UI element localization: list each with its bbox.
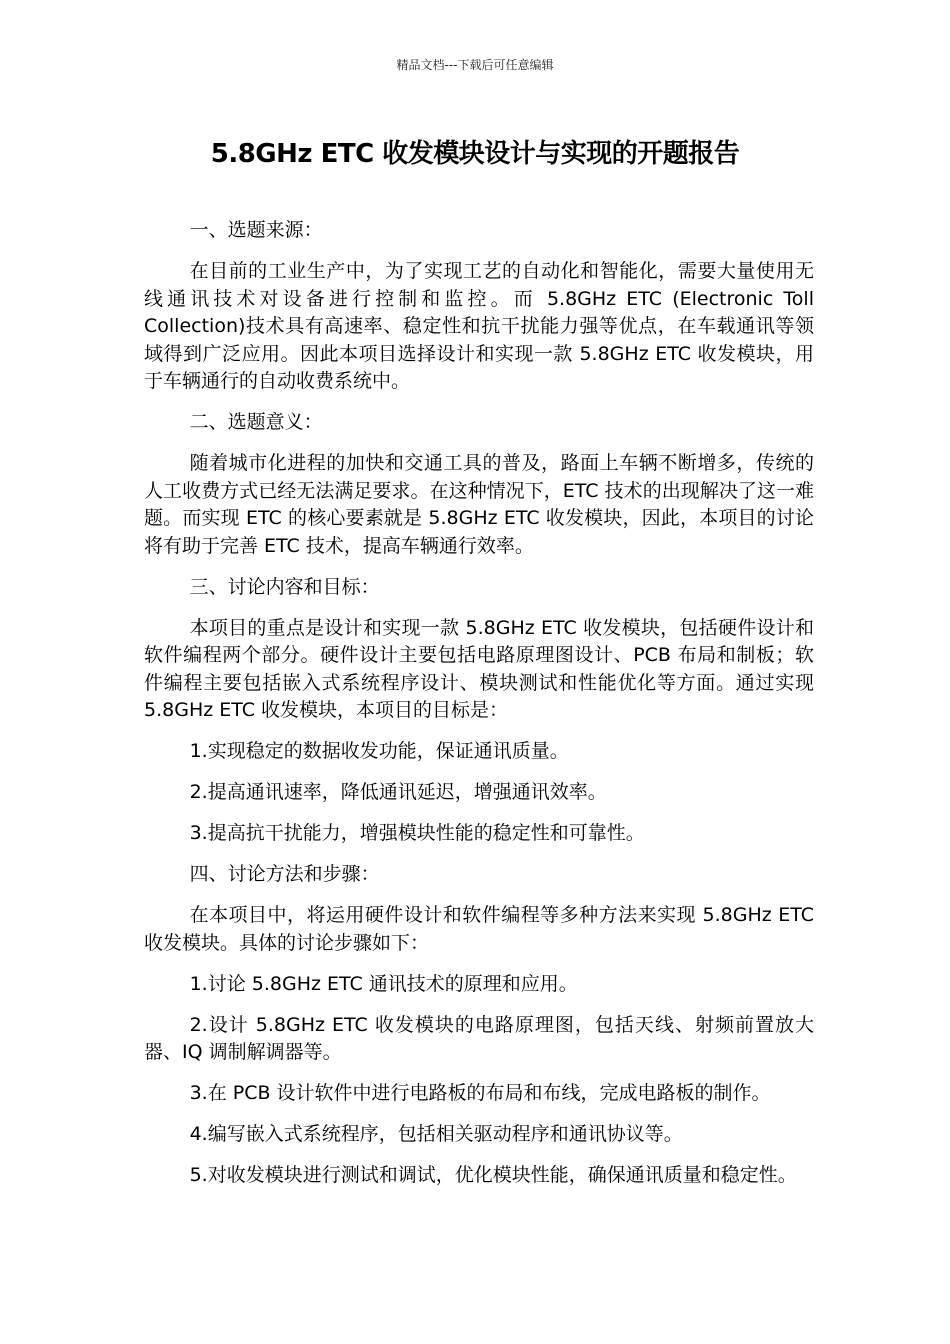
list-item: 2.设计 5.8GHz ETC 收发模块的电路原理图，包括天线、射频前置放大器、IQ 调制解调器等。	[144, 1013, 814, 1063]
document-body	[144, 217, 814, 1203]
header-note: 精品文档---下载后可任意编辑	[396, 58, 554, 72]
list-item: 3.提高抗干扰能力，增强模块性能的稳定性和可靠性。	[189, 822, 645, 844]
document-title: 5.8GHz ETC 收发模块设计与实现的开题报告	[210, 139, 740, 169]
list-item: 2.提高通讯速率，降低通讯延迟，增强通讯效率。	[189, 781, 607, 803]
list-item: 1.实现稳定的数据收发功能，保证通讯质量。	[189, 740, 569, 762]
section-heading: 三、讨论内容和目标：	[189, 575, 380, 598]
section-paragraph: 在目前的工业生产中，为了实现工艺的自动化和智能化，需要大量使用无线通讯技术对设备进行控制和监控。而 5.8GHz ETC (Electronic Toll Collection)技术具有高速率、稳定性和抗干扰能力强等优点，在车载通讯等领域得到广泛应用。因此本项目选择设计和实现一款 5.8GHz ETC 收发模块，用于车辆通行的自动收费系统中。	[144, 260, 814, 392]
list-item: 3.在 PCB 设计软件中进行电路板的布局和布线，完成电路板的制作。	[189, 1082, 771, 1104]
section-heading: 四、讨论方法和步骤：	[189, 863, 380, 885]
section-paragraph: 本项目的重点是设计和实现一款 5.8GHz ETC 收发模块，包括硬件设计和软件编程两个部分。硬件设计主要包括电路原理图设计、PCB 布局和制板；软件编程主要包括嵌入式系统程序设计、模块测试和性能优化等方面。通过实现 5.8GHz ETC 收发模块，本项目的目标是：	[144, 616, 814, 721]
list-item: 1.讨论 5.8GHz ETC 通讯技术的原理和应用。	[189, 972, 578, 995]
list-item: 4.编写嵌入式系统程序，包括相关驱动程序和通讯协议等。	[189, 1123, 683, 1145]
section-heading: 一、选题来源：	[189, 219, 323, 241]
section-paragraph: 在本项目中，将运用硬件设计和软件编程等多种方法来实现 5.8GHz ETC 收发模块。具体的讨论步骤如下：	[144, 904, 814, 954]
section-heading: 二、选题意义：	[189, 411, 323, 433]
list-item: 5.对收发模块进行测试和调试，优化模块性能，确保通讯质量和稳定性。	[189, 1164, 797, 1186]
section-paragraph: 随着城市化进程的加快和交通工具的普及，路面上车辆不断增多，传统的人工收费方式已经无法满足要求。在这种情况下，ETC 技术的出现解决了这一难题。而实现 ETC 的核心要素就是 5.8GHz ETC 收发模块，因此，本项目的讨论将有助于完善 ETC 技术，提高车辆通行效率。	[144, 452, 814, 557]
